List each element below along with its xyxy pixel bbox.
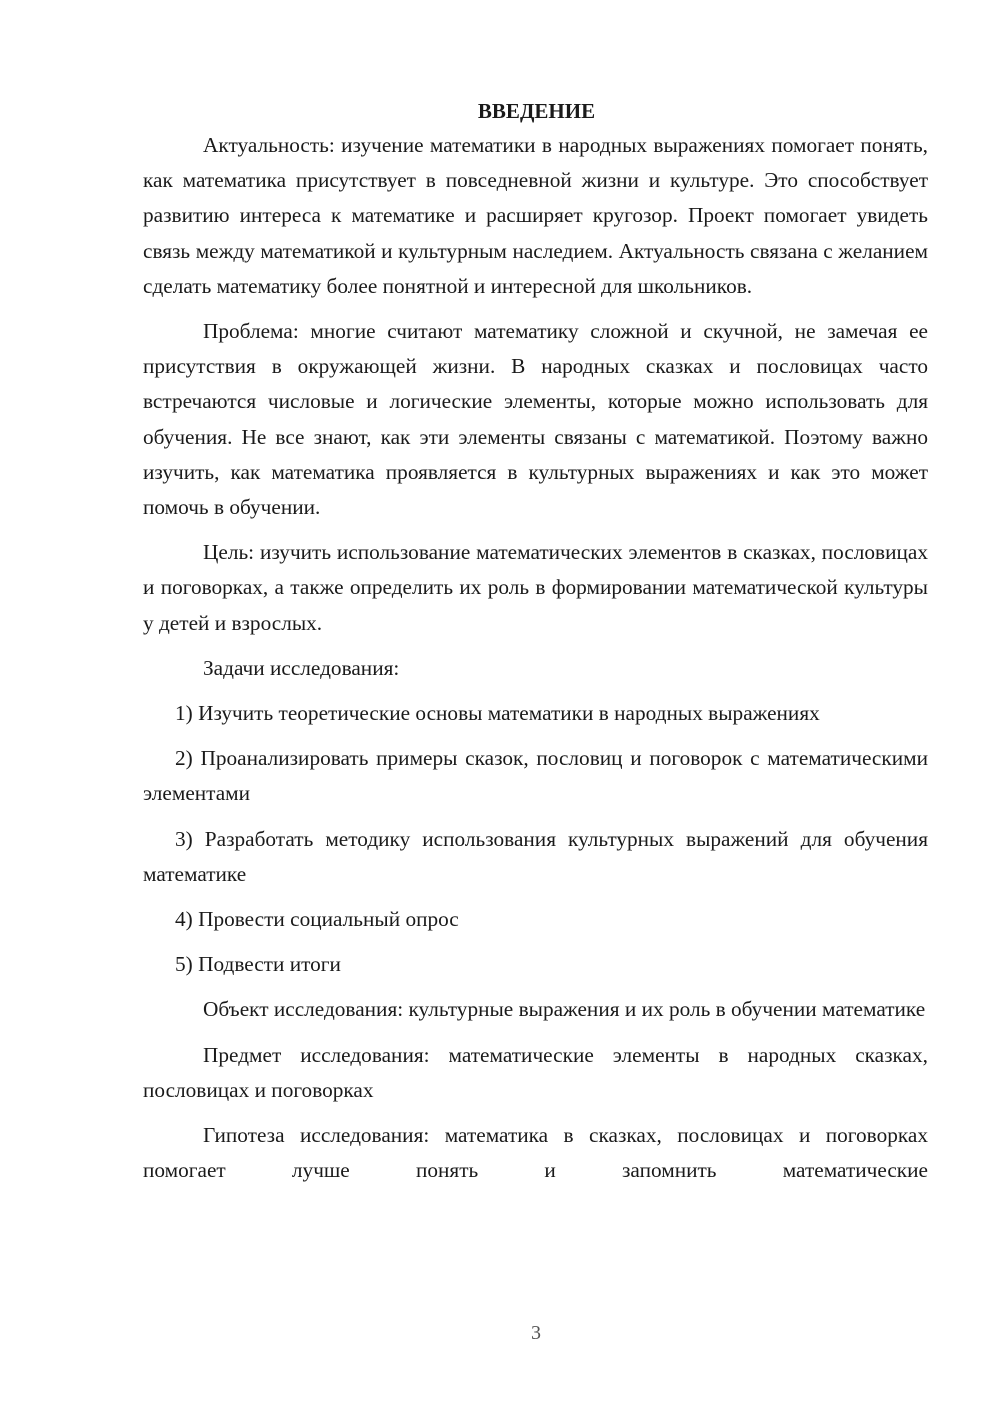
- task-item-5: 5) Подвести итоги: [175, 952, 341, 977]
- paragraph-object: Объект исследования: культурные выражения и их роль в обучении математике: [203, 997, 926, 1022]
- paragraph-subject: Предмет исследования: математические элементы в народных сказках, пословицах и поговорках: [143, 1042, 928, 1102]
- task-item-3: 3) Разработать методику использования культурных выражений для обучения математике: [143, 826, 928, 886]
- paragraph-hypothesis: Гипотеза исследования: математика в сказках, пословицах и поговорках помогает лучше понять и запомнить математические: [143, 1123, 928, 1183]
- paragraph-relevance: Актуальность: изучение математики в народных выражениях помогает понять, как математика присутствует в повседневной жизни и культуре. Это способствует развитию интереса к математике и расширяет кругозор. Проект помогает увидеть связь между математикой и культурным наследием. Актуальность связана с желанием сделать математику более понятной и интересной для школьников.: [143, 133, 928, 298]
- task-item-4: 4) Провести социальный опрос: [175, 907, 459, 932]
- document-page: [143, 96, 928, 1198]
- paragraph-goal: Цель: изучить использование математических элементов в сказках, пословицах и поговорках, а также определить их роль в формировании математической культуры у детей и взрослых.: [143, 540, 928, 635]
- page-number: 3: [531, 1322, 541, 1344]
- task-item-1: 1) Изучить теоретические основы математики в народных выражениях: [175, 701, 820, 726]
- task-item-2: 2) Проанализировать примеры сказок, пословиц и поговорок с математическими элементами: [143, 746, 928, 806]
- section-heading: ВВЕДЕНИЕ: [477, 99, 596, 123]
- paragraph-problem: Проблема: многие считают математику сложной и скучной, не замечая ее присутствия в окружающей жизни. В народных сказках и пословицах часто встречаются числовые и логические элементы, которые можно использовать для обучения. Не все знают, как эти элементы связаны с математикой. Поэтому важно изучить, как математика проявляется в культурных выражениях и как это может помочь в обучении.: [143, 319, 928, 520]
- paragraph-tasks-heading: Задачи исследования:: [203, 655, 400, 680]
